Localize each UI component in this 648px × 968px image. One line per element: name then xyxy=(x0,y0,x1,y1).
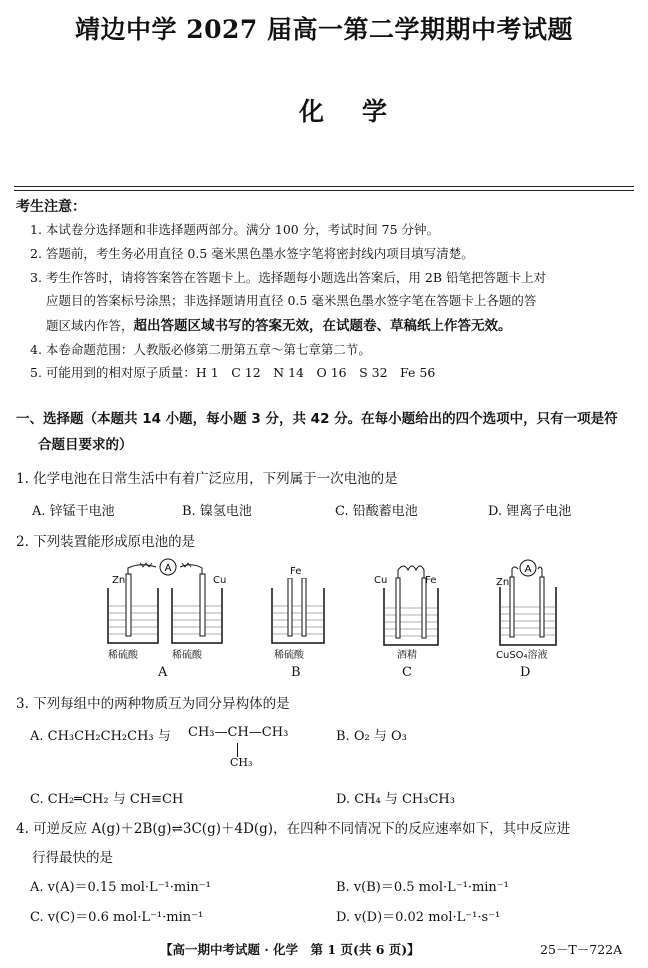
section-heading-cont: 合题目要求的） xyxy=(38,437,133,453)
question-4-stem-cont: 行得最快的是 xyxy=(32,850,113,866)
electrode-fe-label: Fe xyxy=(290,566,302,577)
solution-label: CuSO₄溶液 xyxy=(496,650,548,661)
electrode-cu-label: Cu xyxy=(213,575,227,586)
notice-item-line xyxy=(46,314,512,334)
solution-label: 稀硫酸 xyxy=(108,650,138,661)
divider-line xyxy=(14,190,634,191)
q3-option-b: B. O₂ 与 O₃ xyxy=(336,729,407,744)
exam-code: 25－T－722A xyxy=(540,942,623,957)
notice-item: 4. 本卷命题范围：人教版必修第二册第五章～第七章第二节。 xyxy=(30,342,371,357)
apparatus-d-diagram xyxy=(494,555,564,650)
figure-letter-a: A xyxy=(158,665,168,680)
solution-label: 稀硫酸 xyxy=(172,650,202,661)
q3-option-c: C. CH₂═CH₂ 与 CH≡CH xyxy=(30,792,184,807)
electrode-zn-label: Zn xyxy=(496,577,510,588)
electrode-fe-label: Fe xyxy=(425,575,437,586)
q4-option-d: D. v(D)＝0.02 mol·L⁻¹·s⁻¹ xyxy=(336,910,501,925)
apparatus-a-diagram xyxy=(100,558,230,658)
section-heading: 一、选择题（本题共 14 小题，每小题 3 分，共 42 分。在每小题给出的四个选项中，只有一项是符 xyxy=(16,411,618,427)
q1-option-c: C. 铅酸蓄电池 xyxy=(335,504,418,519)
figure-letter-b: B xyxy=(291,665,301,680)
electrode-zn-label: Zn xyxy=(112,575,126,586)
ammeter-d-label: A xyxy=(524,564,532,575)
solution-label: 稀硫酸 xyxy=(274,650,304,661)
q3-option-d: D. CH₄ 与 CH₃CH₃ xyxy=(336,792,455,807)
question-2-stem: 2. 下列装置能形成原电池的是 xyxy=(16,534,196,550)
q1-option-a: A. 锌锰干电池 xyxy=(32,504,115,519)
branch-bond xyxy=(237,743,238,757)
ammeter-a-label: A xyxy=(164,563,172,574)
page-footer: 【高一期中考试题 · 化学 第 1 页(共 6 页)】 xyxy=(160,942,420,957)
q1-option-b: B. 镍氢电池 xyxy=(182,504,252,519)
question-3-stem: 3. 下列每组中的两种物质互为同分异构体的是 xyxy=(16,696,290,712)
solution-label: 酒精 xyxy=(397,650,417,661)
notice-emphasis: 超出答题区域书写的答案无效，在试题卷、草稿纸上作答无效。 xyxy=(133,318,512,334)
figure-letter-c: C xyxy=(402,665,412,680)
notice-item: 题区域内作答， xyxy=(46,318,134,333)
question-4-stem: 4. 可逆反应 A(g)＋2B(g)⇌3C(g)＋4D(g)，在四种不同情况下的反应速率如下，其中反应进 xyxy=(16,821,571,837)
figure-letter-d: D xyxy=(520,665,531,680)
q4-option-c: C. v(C)＝0.6 mol·L⁻¹·min⁻¹ xyxy=(30,910,204,925)
notice-item: 5. 可能用到的相对原子质量：H 1 C 12 N 14 O 16 S 32 Fe 56 xyxy=(30,365,436,380)
question-1-stem: 1. 化学电池在日常生活中有着广泛应用，下列属于一次电池的是 xyxy=(16,471,398,487)
notice-heading: 考生注意： xyxy=(16,199,86,215)
q3-option-a-formula: CH₃—CH—CH₃ xyxy=(188,725,289,740)
subject-title: 化学 xyxy=(298,97,425,126)
divider-line xyxy=(14,186,634,187)
q3-option-a-branch: CH₃ xyxy=(230,756,253,769)
apparatus-c-diagram xyxy=(378,560,448,650)
notice-item: 3. 考生作答时，请将答案答在答题卡上。选择题每小题选出答案后，用 2B 铅笔把答题卡上对 xyxy=(30,270,546,285)
notice-item: 2. 答题前，考生务必用直径 0.5 毫米黑色墨水签字笔将密封线内项目填写清楚。 xyxy=(30,246,474,261)
q3-option-a: A. CH₃CH₂CH₂CH₃ 与 xyxy=(30,729,171,744)
notice-item: 1. 本试卷分选择题和非选择题两部分。满分 100 分，考试时间 75 分钟。 xyxy=(30,222,440,237)
q4-option-b: B. v(B)＝0.5 mol·L⁻¹·min⁻¹ xyxy=(336,880,509,895)
q4-option-a: A. v(A)＝0.15 mol·L⁻¹·min⁻¹ xyxy=(30,880,211,895)
q1-option-d: D. 锂离子电池 xyxy=(488,504,572,519)
electrode-cu-label: Cu xyxy=(374,575,388,586)
exam-title: 靖边中学 2027 届高一第二学期期中考试题 xyxy=(75,15,573,44)
apparatus-b-diagram xyxy=(268,578,328,648)
notice-item: 应题目的答案标号涂黑；非选择题请用直径 0.5 毫米黑色墨水签字笔在答题卡上各题的答 xyxy=(46,293,537,308)
